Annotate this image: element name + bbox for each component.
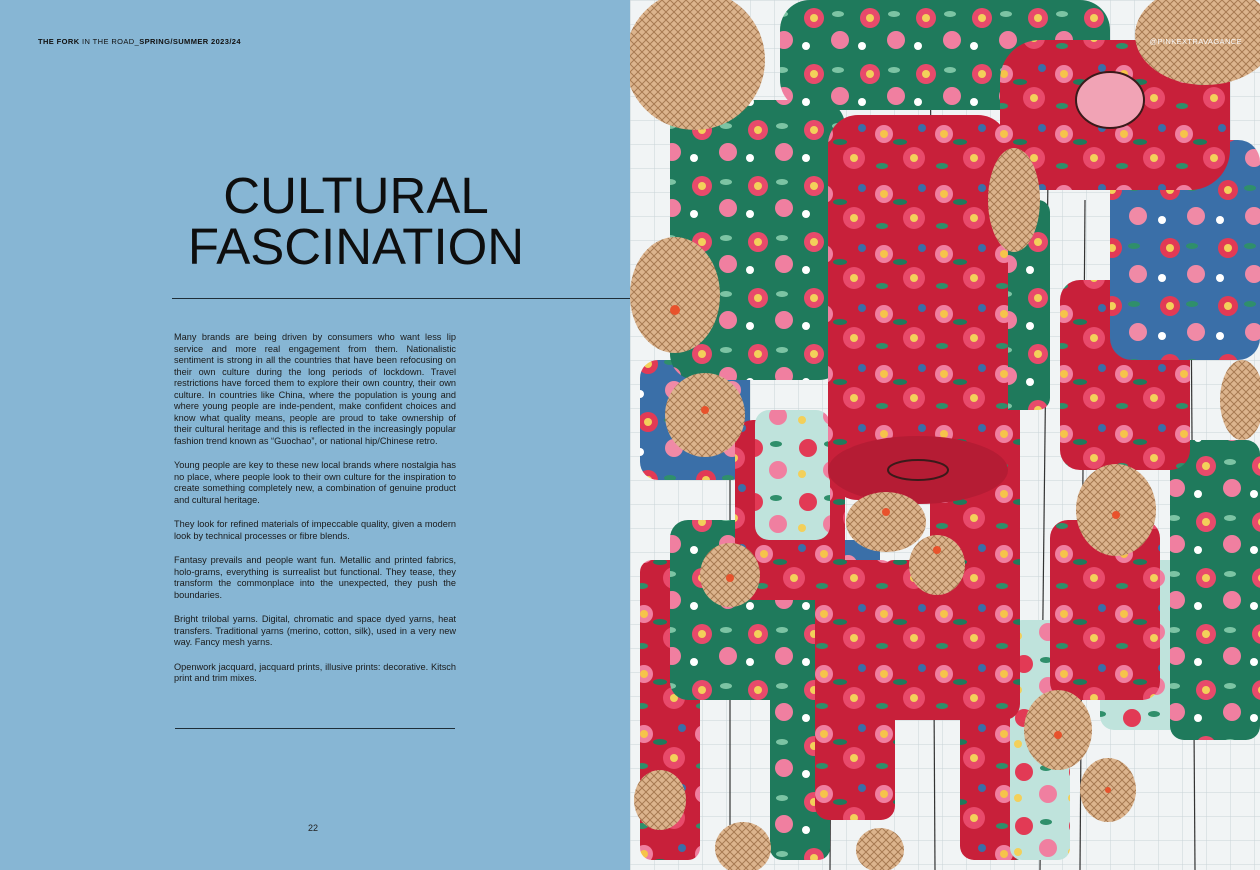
article-body (174, 332, 456, 698)
paragraph-4: Fantasy prevails and people want fun. Metallic and printed fabrics, holo-grams, everything is surrealist but functional. They tease, they transform the commonplace into the unexpected, they push the boundaries. (174, 555, 456, 600)
paragraph-2: Young people are key to these new local brands where nostalgia has no place, where people look to their own culture for the inspiration to create something completely new, a combination of genuine product and cultural heritage. (174, 460, 456, 505)
paragraph-1: Many brands are being driven by consumers who want less lip service and more real engagement from them. Nationalistic sentiment is strong in all the countries that have been refocusing on their own culture during the long periods of lockdown. Travel restrictions have forced them to explore their own country, their own culture. In countries like China, where the population is young and where young people are inde-pendent, make confident choices and know what quality means, people are proud to take ownership of their cultural heritage and this is reflected in the increasingly popular fashion trend known as “Guochao”, or national hip/Chinese retro. (174, 332, 456, 446)
running-head-brand: THE FORK (38, 37, 80, 46)
paragraph-6: Openwork jacquard, jacquard prints, illusive prints: decorative. Kitsch print and trim mixes. (174, 661, 456, 683)
running-head-middle: IN THE ROAD_ (79, 37, 140, 46)
bottom-divider (175, 728, 455, 729)
paragraph-3: They look for refined materials of impeccable quality, given a modern look by technical processes or fibre blends. (174, 519, 456, 541)
lantern-photo-illustration (630, 0, 1260, 870)
page-title (146, 167, 566, 275)
title-line-2: FASCINATION (187, 218, 525, 275)
lantern-photo (630, 0, 1260, 870)
paragraph-5: Bright trilobal yarns. Digital, chromatic and space dyed yarns, heat transfers. Traditional yarns (merino, cotton, silk), used in a very new way. Fancy mesh yarns. (174, 614, 456, 647)
title-line-1: CULTURAL (223, 167, 489, 224)
title-divider (172, 298, 630, 299)
running-head-season: SPRING/SUMMER 2023/24 (139, 37, 241, 46)
photo-credit: @PINKEXTRAVAGANCE (1149, 37, 1242, 46)
running-head (38, 37, 241, 46)
page-number: 22 (307, 823, 318, 833)
